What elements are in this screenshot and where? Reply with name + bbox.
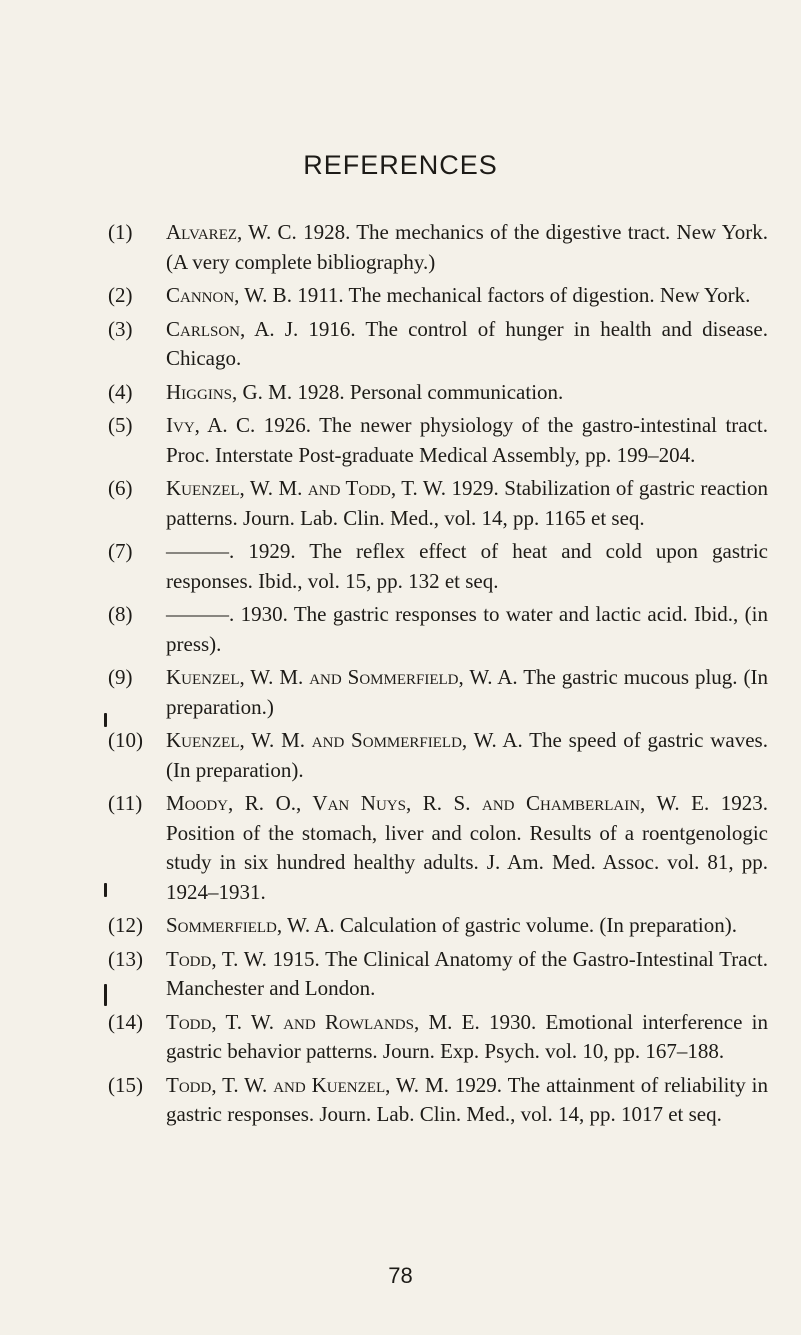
reference-number: (11): [108, 791, 143, 815]
reference-number: (8): [108, 602, 133, 626]
reference-item: [108, 945, 768, 1004]
reference-authors: Todd, T. W. and Kuenzel, W. M.: [166, 1072, 449, 1097]
reference-item: [108, 1071, 768, 1130]
reference-authors: Higgins, G. M.: [166, 379, 293, 404]
reference-authors: Todd, T. W. and Rowlands, M. E.: [166, 1009, 480, 1034]
reference-authors: Todd, T. W.: [166, 946, 267, 971]
margin-mark: [104, 883, 107, 897]
reference-text: 1916. The control of hunger in health and disease. Chicago.: [166, 316, 768, 370]
reference-authors: Carlson, A. J.: [166, 316, 299, 341]
reference-number: (6): [108, 476, 133, 500]
reference-item: [108, 663, 768, 722]
reference-item: [108, 789, 768, 907]
reference-number: (7): [108, 539, 133, 563]
reference-text: The speed of gastric waves. (In preparation).: [166, 728, 768, 782]
reference-number: (15): [108, 1072, 143, 1097]
reference-item: [108, 378, 768, 408]
reference-text: 1930. Emotional interference in gastric behavior patterns. Journ. Exp. Psych. vol. 10, pp. 167–188.: [166, 1009, 769, 1063]
reference-text: 1928. Personal communication.: [292, 379, 564, 404]
reference-text: 1929. Stabilization of gastric reaction patterns. Journ. Lab. Clin. Med., vol. 14, pp. 1165 et seq.: [166, 476, 769, 530]
reference-text: Calculation of gastric volume. (In preparation).: [334, 913, 737, 937]
reference-text: 1923. Position of the stomach, liver and colon. Results of a roentgenologic study in six hundred healthy adults. J. Am. Med. Assoc. vol. 81, pp. 1924–1931.: [166, 791, 769, 904]
margin-mark: [104, 984, 107, 1006]
reference-authors: Kuenzel, W. M. and Sommerfield, W. A.: [166, 665, 518, 689]
reference-authors: Kuenzel, W. M. and Todd, T. W.: [166, 476, 447, 500]
reference-authors: Alvarez, W. C.: [166, 220, 297, 244]
reference-text: ———. 1930. The gastric responses to water and lactic acid. Ibid., (in press).: [166, 602, 768, 656]
reference-item: [108, 911, 768, 941]
reference-item: [108, 537, 768, 596]
reference-authors: Moody, R. O., Van Nuys, R. S. and Chamberlain, W. E.: [166, 791, 710, 815]
reference-number: (1): [108, 220, 133, 244]
reference-number: (4): [108, 379, 133, 404]
reference-item: [108, 218, 768, 277]
reference-text: 1929. The attainment of reliability in gastric responses. Journ. Lab. Clin. Med., vol. 14, pp. 1017 et seq.: [166, 1072, 768, 1126]
reference-item: [108, 315, 768, 374]
reference-item: [108, 600, 768, 659]
reference-text: ———. 1929. The reflex effect of heat and cold upon gastric responses. Ibid., vol. 15, pp. 132 et seq.: [166, 539, 768, 593]
reference-text: 1928. The mechanics of the digestive tract. New York. (A very complete bibliography.): [166, 220, 768, 274]
reference-number: (14): [108, 1009, 143, 1034]
reference-text: 1911. The mechanical factors of digestion. New York.: [291, 283, 751, 307]
reference-number: (13): [108, 946, 143, 971]
margin-mark: [104, 713, 107, 727]
reference-item: [108, 1008, 768, 1067]
page-number: 78: [388, 1263, 413, 1288]
reference-text: The gastric mucous plug. (In preparation.): [166, 665, 768, 719]
reference-item: [108, 474, 768, 533]
page-title: REFERENCES: [303, 150, 498, 180]
reference-item: [108, 726, 768, 785]
reference-authors: Kuenzel, W. M. and Sommerfield, W. A.: [166, 728, 523, 752]
reference-number: (3): [108, 316, 133, 341]
reference-text: 1915. The Clinical Anatomy of the Gastro-Intestinal Tract. Manchester and London.: [166, 946, 768, 1000]
reference-authors: Cannon, W. B.: [166, 283, 292, 307]
reference-list: [108, 218, 768, 1134]
reference-number: (12): [108, 913, 143, 937]
reference-number: (9): [108, 665, 133, 689]
reference-number: (2): [108, 283, 133, 307]
reference-authors: Sommerfield, W. A.: [166, 913, 335, 937]
reference-text: 1926. The newer physiology of the gastro-intestinal tract. Proc. Interstate Post-graduate Medical Assembly, pp. 199–204.: [166, 413, 769, 467]
reference-item: [108, 281, 768, 311]
reference-number: (5): [108, 413, 133, 437]
reference-authors: Ivy, A. C.: [166, 413, 256, 437]
reference-number: (10): [108, 728, 143, 752]
reference-item: [108, 411, 768, 470]
